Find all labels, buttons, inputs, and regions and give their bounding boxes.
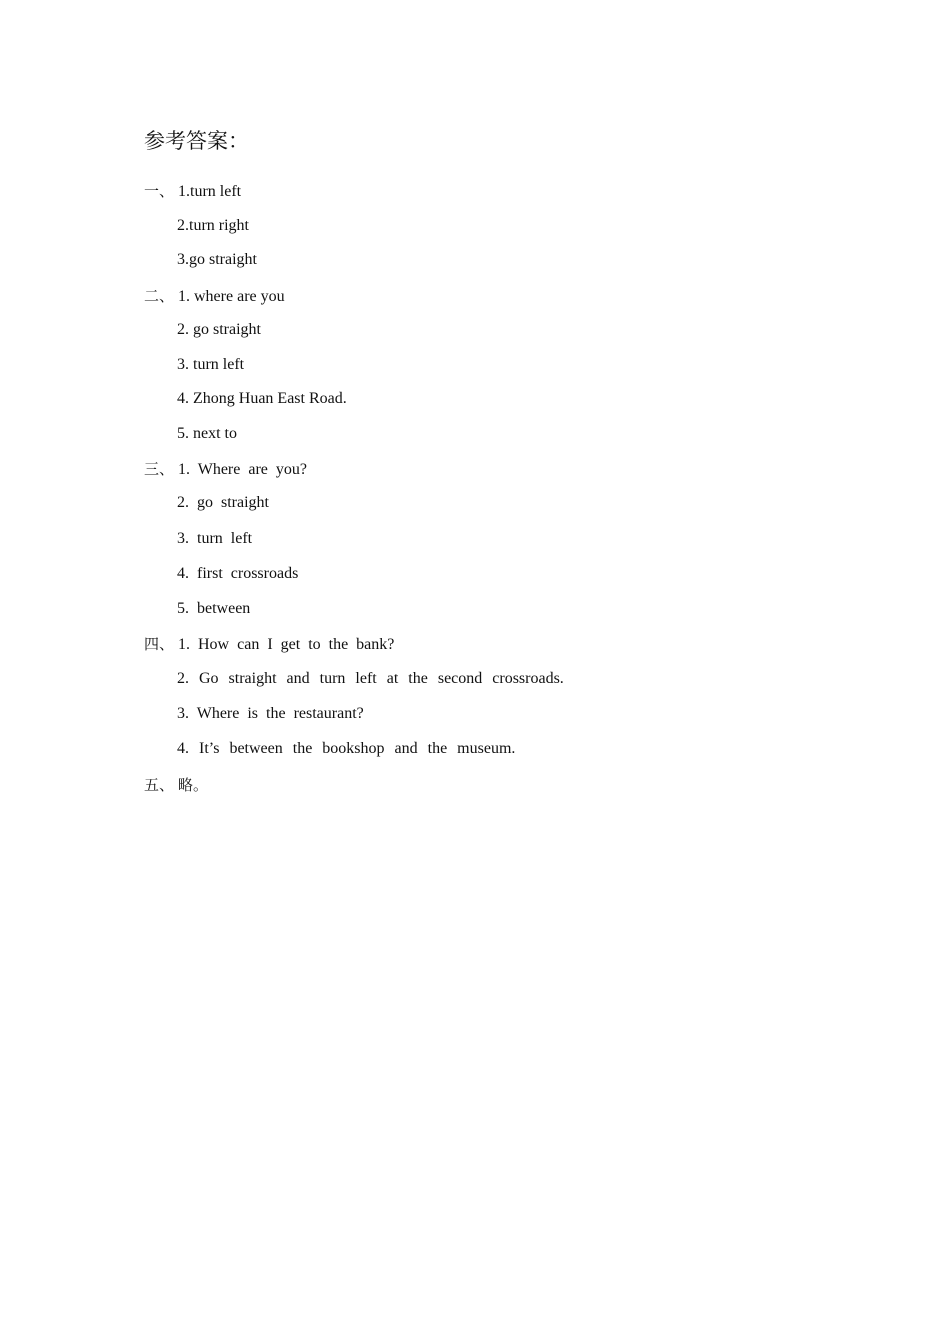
answer-item: 5. between <box>177 600 251 617</box>
section-5-number: 五、 <box>144 776 175 794</box>
section-3-number: 三、 <box>144 460 175 478</box>
answer-item: 1. Where are you? <box>178 461 307 478</box>
section-1-number: 一、 <box>144 182 175 200</box>
answer-item: 2. go straight <box>177 321 261 338</box>
answer-item: 略。 <box>178 776 209 794</box>
answer-item: 4. It’s between the bookshop and the museum. <box>177 740 516 757</box>
answer-item: 4. Zhong Huan East Road. <box>177 390 347 407</box>
section-2-line-1 <box>144 286 285 307</box>
answer-item: 1. where are you <box>178 288 285 305</box>
answer-item: 3. turn left <box>177 530 253 547</box>
answer-item: 2. Go straight and turn left at the second crossroads. <box>177 670 564 687</box>
answer-item: 3. turn left <box>177 356 245 373</box>
section-4-number: 四、 <box>144 635 175 653</box>
section-5-line-1 <box>144 775 208 796</box>
answer-item: 2. go straight <box>177 494 269 511</box>
answer-item: 3.go straight <box>177 251 257 268</box>
answer-item: 4. first crossroads <box>177 565 299 582</box>
page-title: 参考答案： <box>144 129 249 153</box>
section-4-line-1 <box>144 634 394 655</box>
answer-item: 1. How can I get to the bank? <box>178 636 395 653</box>
answer-item: 5. next to <box>177 425 237 442</box>
answer-item: 1.turn left <box>178 183 242 200</box>
answer-item: 3. Where is the restaurant? <box>177 705 364 722</box>
section-2-number: 二、 <box>144 287 175 305</box>
section-1-line-1 <box>144 181 241 202</box>
section-3-line-1 <box>144 459 307 480</box>
answer-item: 2.turn right <box>177 217 249 234</box>
